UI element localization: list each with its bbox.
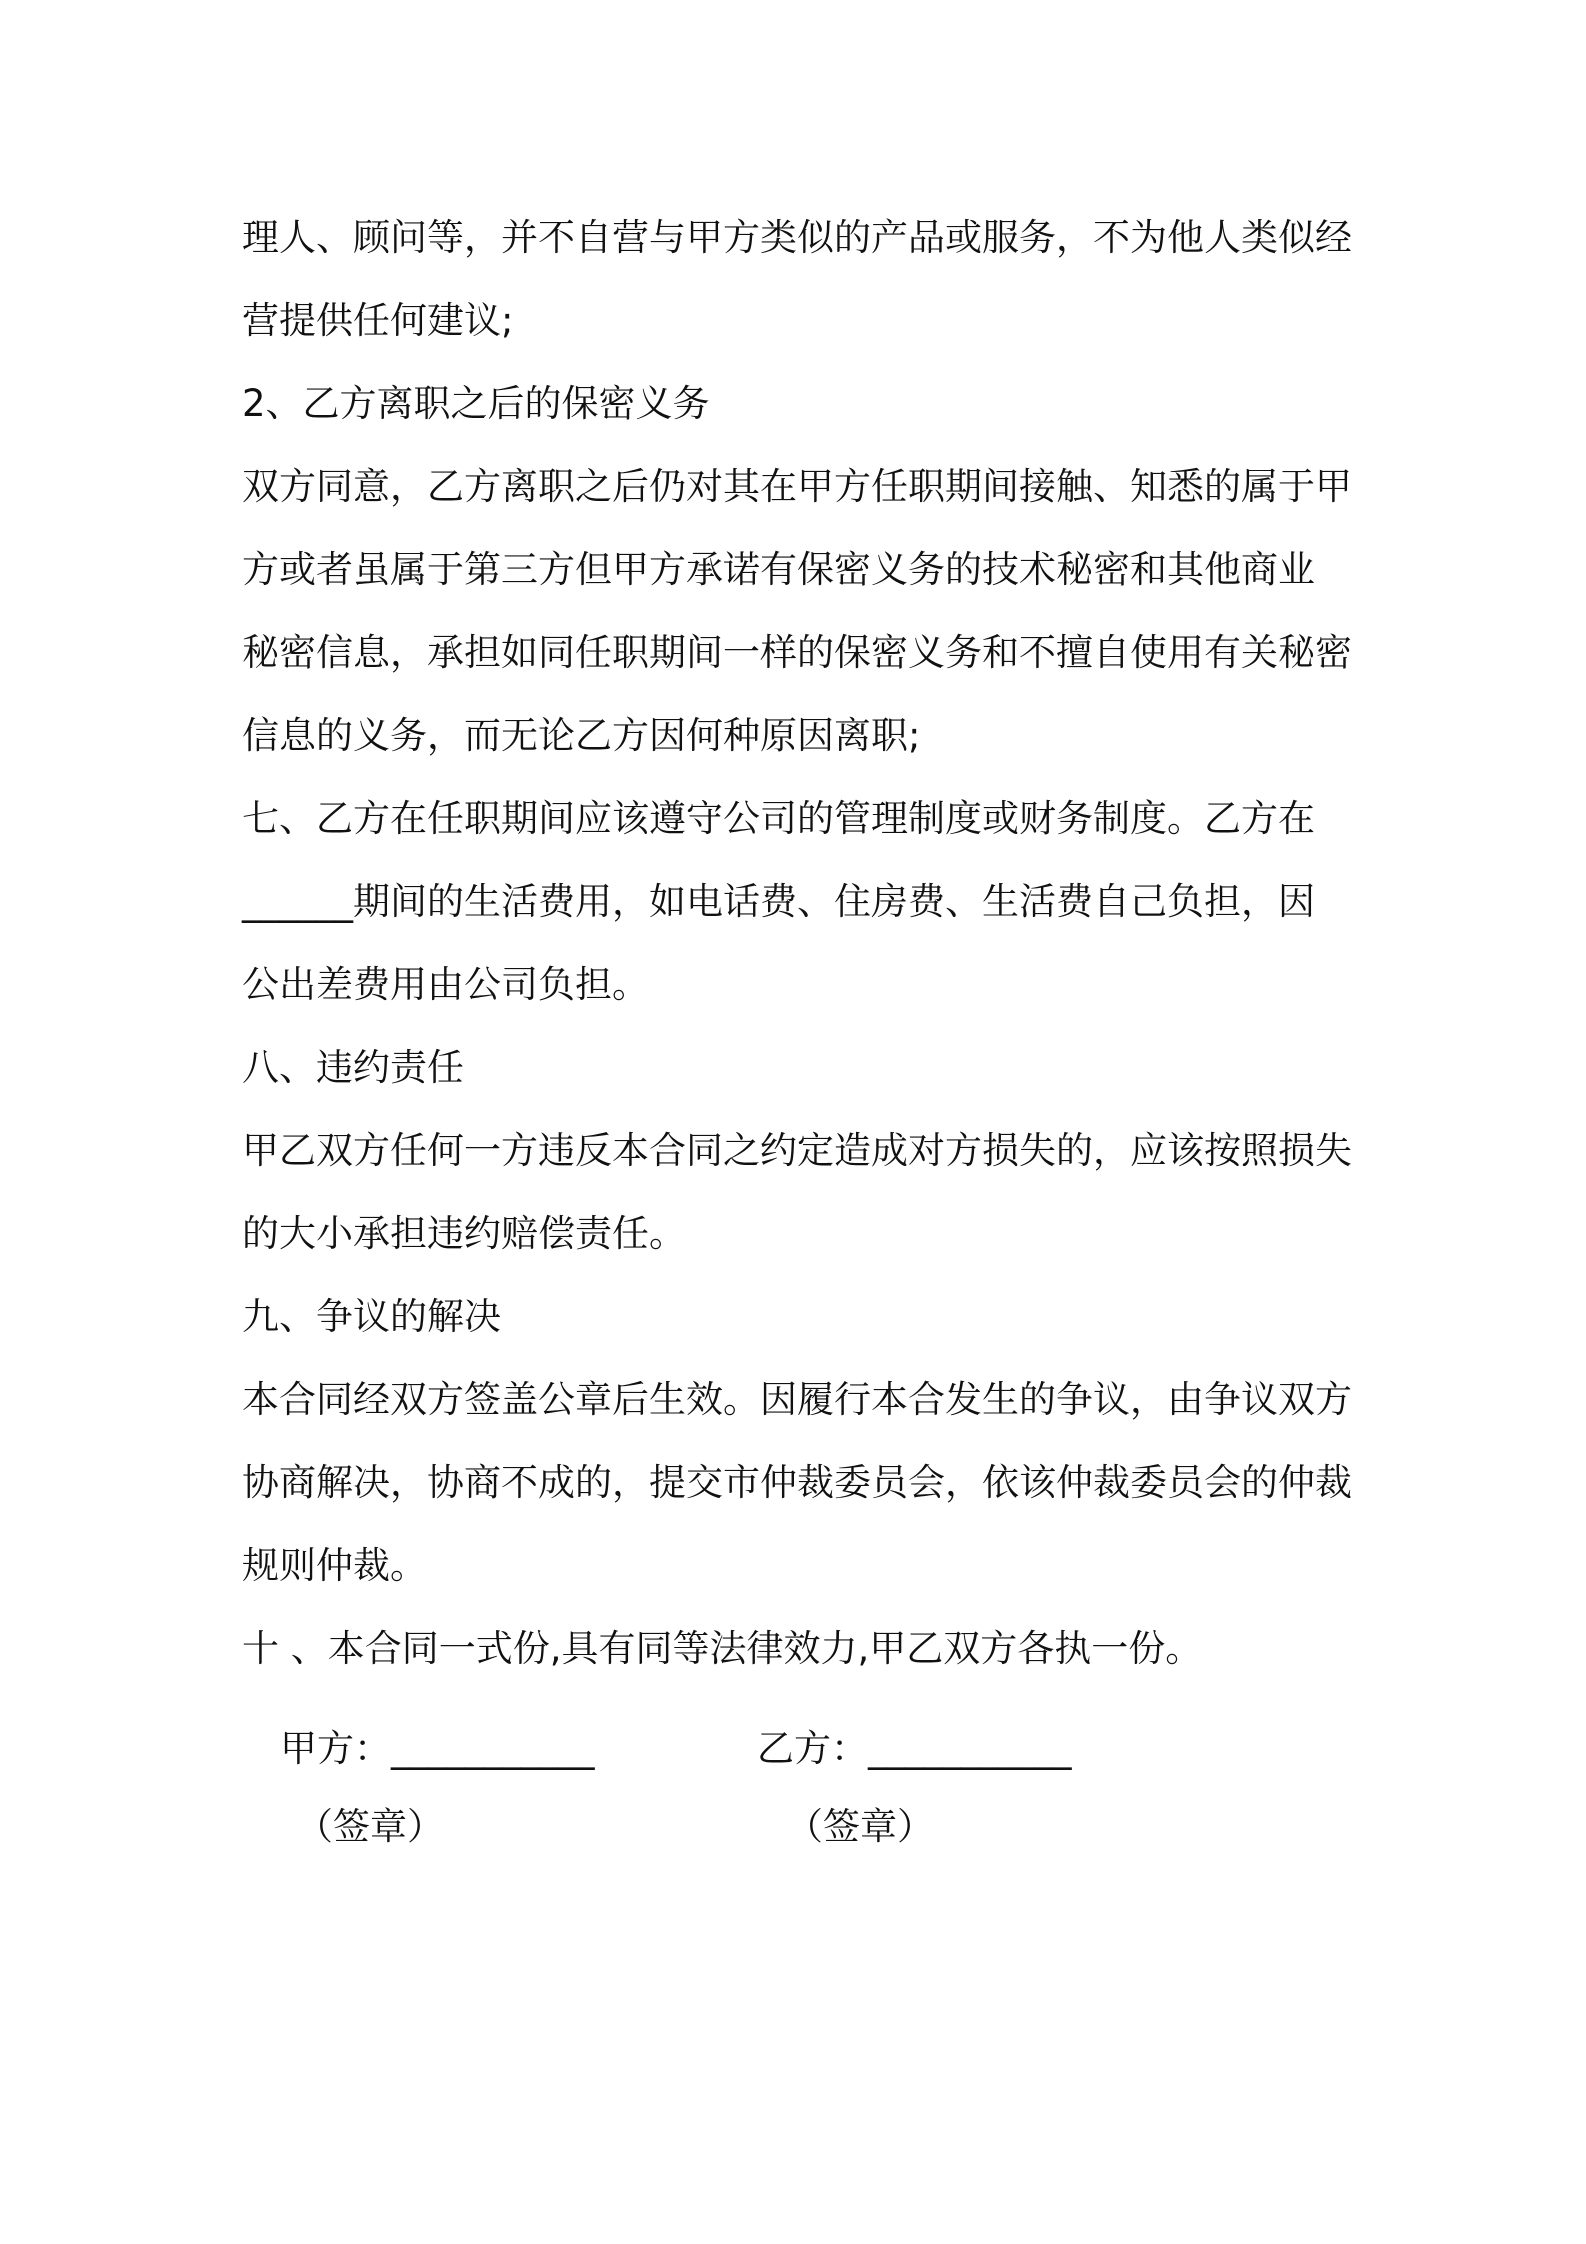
party-a-seal-label: （签章） — [296, 1805, 444, 1848]
text-line: 双方同意，乙方离职之后仍对其在甲方任职期间接触、知悉的属于甲 — [242, 465, 1352, 508]
text-line: 甲乙双方任何一方违反本合同之约定造成对方损失的，应该按照损失 — [242, 1129, 1352, 1172]
contract-text — [242, 196, 1362, 1690]
text-line: 方或者虽属于第三方但甲方承诺有保密义务的技术秘密和其他商业 — [242, 548, 1315, 591]
text-line: ______期间的生活费用，如电话费、住房费、生活费自己负担，因 — [242, 880, 1315, 923]
party-b-seal-label: （签章） — [786, 1805, 934, 1848]
text-line: 公出差费用由公司负担。 — [242, 963, 649, 1006]
section-heading: 七、乙方在任职期间应该遵守公司的管理制度或财务制度。乙方在 — [242, 797, 1315, 840]
party-b-signature-line: 乙方：___________ — [757, 1727, 1072, 1770]
section-heading: 八、违约责任 — [242, 1046, 464, 1089]
text-line: 营提供任何建议; — [242, 299, 514, 342]
text-line: 协商解决，协商不成的，提交市仲裁委员会，依该仲裁委员会的仲裁 — [242, 1461, 1352, 1504]
section-heading: 九、争议的解决 — [242, 1295, 501, 1338]
text-line: 本合同经双方签盖公章后生效。因履行本合发生的争议，由争议双方 — [242, 1378, 1352, 1421]
text-line: 规则仲裁。 — [242, 1544, 427, 1587]
text-line: 理人、顾问等，并不自营与甲方类似的产品或服务，不为他人类似经 — [242, 216, 1352, 259]
party-a-signature-line: 甲方：___________ — [280, 1727, 595, 1770]
section-heading: 2、乙方离职之后的保密义务 — [242, 382, 710, 425]
section-heading: 十 、本合同一式份,具有同等法律效力,甲乙双方各执一份。 — [242, 1627, 1203, 1670]
text-line: 秘密信息，承担如同任职期间一样的保密义务和不擅自使用有关秘密 — [242, 631, 1352, 674]
text-line: 信息的义务，而无论乙方因何种原因离职; — [242, 714, 921, 757]
text-line: 的大小承担违约赔偿责任。 — [242, 1212, 686, 1255]
